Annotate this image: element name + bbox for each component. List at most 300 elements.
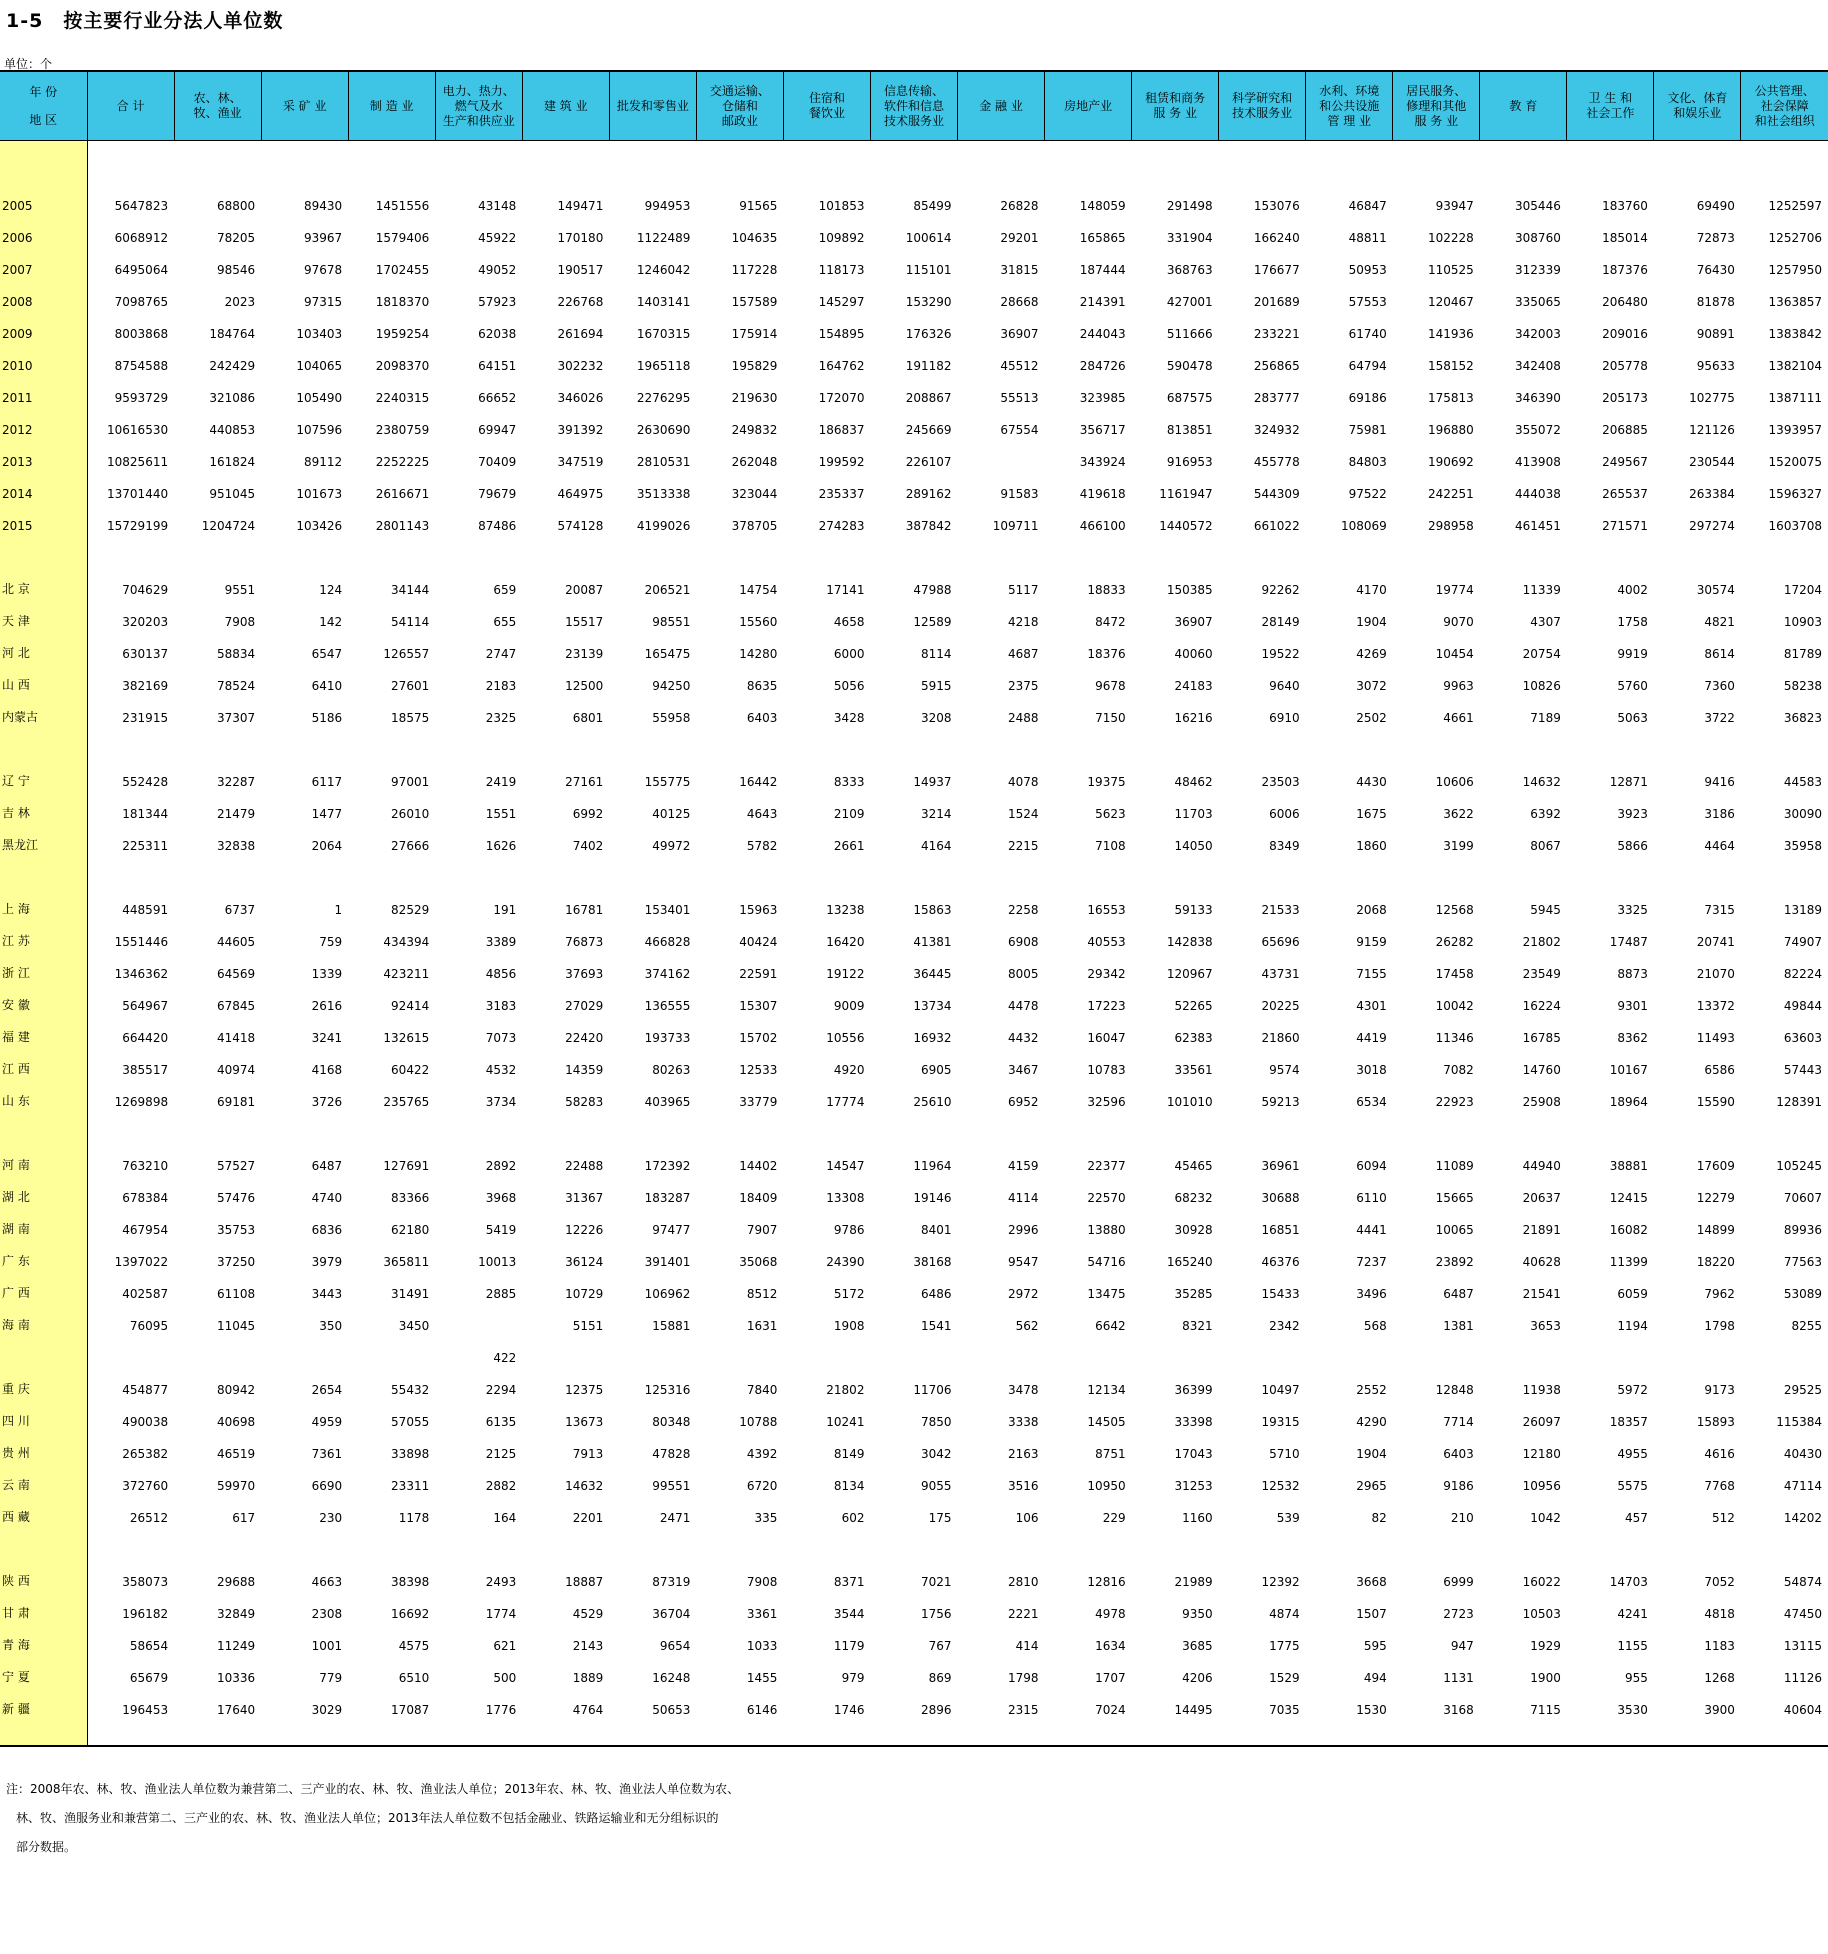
table-cell: 2654	[311, 1383, 343, 1397]
table-cell: 97477	[652, 1223, 691, 1237]
spacer-cell	[958, 1717, 1045, 1746]
table-cell: 195829	[731, 359, 778, 373]
table-cell: 4114	[1008, 1191, 1039, 1205]
table-row	[0, 949, 1828, 981]
table-cell: 1776	[485, 1703, 517, 1717]
table-cell: 4206	[1182, 1671, 1213, 1685]
table-cell: 15433	[1261, 1287, 1300, 1301]
table-cell: 574128	[557, 519, 604, 533]
spacer-cell	[1654, 1717, 1741, 1746]
table-cell: 170180	[557, 231, 604, 245]
column-header: 制 造 业	[348, 71, 435, 141]
table-cell: 18376	[1087, 647, 1126, 661]
table-cell: 61740	[1348, 327, 1387, 341]
table-cell: 1520075	[1768, 455, 1822, 469]
table-cell: 97001	[391, 775, 430, 789]
table-cell: 91583	[1000, 487, 1039, 501]
table-cell: 7840	[746, 1383, 778, 1397]
table-cell: 320203	[122, 615, 169, 629]
spacer-cell	[1045, 141, 1132, 182]
table-row	[0, 469, 1828, 501]
table-cell: 206885	[1602, 423, 1648, 437]
table-cell: 103426	[296, 519, 343, 533]
table-cell: 23549	[1522, 967, 1561, 981]
column-header: 批发和零售业	[609, 71, 696, 141]
table-cell: 13308	[826, 1191, 865, 1205]
spacer-cell	[696, 853, 783, 885]
table-row	[0, 1621, 1828, 1653]
table-cell: 78205	[216, 231, 256, 245]
table-cell: 342003	[1515, 327, 1561, 341]
table-cell: 26010	[391, 807, 430, 821]
table-cell: 231915	[122, 711, 169, 725]
row-label: 2007	[0, 245, 87, 277]
table-cell: 331904	[1166, 231, 1213, 245]
corner-header	[0, 71, 87, 141]
table-cell: 49052	[478, 263, 517, 277]
spacer-cell	[1741, 1525, 1828, 1557]
table-cell: 153290	[905, 295, 952, 309]
spacer-cell	[87, 853, 174, 885]
table-cell: 3338	[1008, 1415, 1039, 1429]
table-cell: 1451556	[375, 199, 430, 213]
table-cell: 4392	[746, 1447, 778, 1461]
table-cell: 4430	[1356, 775, 1387, 789]
table-cell: 6908	[1008, 935, 1039, 949]
table-cell: 1631	[746, 1319, 778, 1333]
table-cell: 181344	[122, 807, 169, 821]
spacer-cell	[870, 1525, 957, 1557]
table-cell: 72873	[1696, 231, 1735, 245]
table-cell: 1929	[1530, 1639, 1561, 1653]
table-cell: 6487	[311, 1159, 343, 1173]
table-cell: 11346	[1435, 1031, 1474, 1045]
spacer-cell	[1045, 1717, 1132, 1746]
table-cell: 24183	[1174, 679, 1213, 693]
table-cell: 38398	[391, 1575, 430, 1589]
table-cell: 45512	[1000, 359, 1039, 373]
table-cell: 117228	[731, 263, 778, 277]
spacer-cell	[609, 1717, 696, 1746]
row-label: 湖 北	[0, 1173, 87, 1205]
spacer-cell	[87, 1109, 174, 1141]
table-cell: 3443	[311, 1287, 343, 1301]
table-cell: 19146	[913, 1191, 952, 1205]
table-cell: 3668	[1356, 1575, 1387, 1589]
table-cell: 2616671	[375, 487, 430, 501]
table-cell: 16216	[1174, 711, 1213, 725]
table-cell: 49844	[1783, 999, 1822, 1013]
table-cell: 22923	[1435, 1095, 1474, 1109]
table-cell: 1634	[1095, 1639, 1126, 1653]
table-cell: 118173	[818, 263, 865, 277]
table-cell: 20637	[1522, 1191, 1561, 1205]
spacer-cell	[261, 725, 348, 757]
spacer-cell	[0, 853, 87, 885]
table-cell: 391392	[557, 423, 604, 437]
table-cell: 55432	[391, 1383, 430, 1397]
table-cell: 125316	[644, 1383, 691, 1397]
spacer-cell	[87, 1717, 174, 1746]
table-cell: 6952	[1008, 1095, 1039, 1109]
table-cell	[870, 1333, 957, 1365]
table-row	[0, 1269, 1828, 1301]
table-cell: 3467	[1008, 1063, 1039, 1077]
table-cell: 9551	[224, 583, 256, 597]
table-cell: 10729	[565, 1287, 604, 1301]
table-cell: 8751	[1095, 1447, 1126, 1461]
row-label: 2005	[0, 181, 87, 213]
table-cell: 4874	[1269, 1607, 1300, 1621]
table-cell: 3685	[1182, 1639, 1213, 1653]
table-cell: 1194	[1617, 1319, 1648, 1333]
table-cell: 13701440	[107, 487, 169, 501]
table-cell: 93947	[1435, 199, 1474, 213]
table-cell: 7073	[485, 1031, 517, 1045]
spacer-row	[0, 1109, 1828, 1141]
table-cell: 4478	[1008, 999, 1039, 1013]
table-cell	[696, 1333, 783, 1365]
table-cell: 54114	[391, 615, 430, 629]
table-cell: 5186	[311, 711, 343, 725]
table-cell: 21802	[826, 1383, 865, 1397]
table-cell: 10454	[1435, 647, 1474, 661]
table-cell: 149471	[557, 199, 604, 213]
table-cell: 67845	[216, 999, 256, 1013]
table-cell: 1	[334, 903, 343, 917]
table-cell: 1529	[1269, 1671, 1300, 1685]
spacer-cell	[1567, 141, 1654, 182]
spacer-cell	[1219, 725, 1306, 757]
table-cell: 14632	[1522, 775, 1561, 789]
table-cell: 242429	[209, 359, 256, 373]
header-row	[0, 71, 1828, 141]
row-label: 2006	[0, 213, 87, 245]
table-cell: 32596	[1087, 1095, 1126, 1109]
table-cell: 161824	[209, 455, 256, 469]
table-cell: 4740	[311, 1191, 343, 1205]
table-cell: 16224	[1522, 999, 1561, 1013]
table-cell: 214391	[1079, 295, 1126, 309]
spacer-cell	[1393, 1525, 1480, 1557]
table-cell: 1252597	[1768, 199, 1822, 213]
table-cell: 176326	[905, 327, 952, 341]
spacer-cell	[1045, 533, 1132, 565]
table-cell: 568	[1363, 1319, 1387, 1333]
table-cell: 12532	[1261, 1479, 1300, 1493]
spacer-cell	[522, 1109, 609, 1141]
table-cell: 11964	[913, 1159, 952, 1173]
table-cell: 7361	[311, 1447, 343, 1461]
table-cell: 6737	[224, 903, 256, 917]
table-cell: 1160	[1182, 1511, 1213, 1525]
table-cell: 41418	[216, 1031, 256, 1045]
table-cell: 2972	[1008, 1287, 1039, 1301]
table-cell: 6642	[1095, 1319, 1126, 1333]
table-cell: 31491	[391, 1287, 430, 1301]
spacer-cell	[1132, 533, 1219, 565]
table-cell: 70607	[1783, 1191, 1822, 1205]
table-cell	[958, 1333, 1045, 1365]
table-cell: 1122489	[636, 231, 691, 245]
table-row	[0, 1365, 1828, 1397]
table-cell: 81789	[1783, 647, 1822, 661]
spacer-cell	[783, 533, 870, 565]
spacer-row	[0, 1717, 1828, 1746]
table-cell: 16420	[826, 935, 865, 949]
table-cell: 466828	[644, 935, 691, 949]
table-row	[0, 1461, 1828, 1493]
table-cell: 27601	[391, 679, 430, 693]
table-cell: 5866	[1617, 839, 1648, 853]
table-cell: 21989	[1174, 1575, 1213, 1589]
spacer-cell	[174, 853, 261, 885]
table-cell: 21541	[1522, 1287, 1561, 1301]
table-cell: 2616	[311, 999, 343, 1013]
table-cell: 18409	[739, 1191, 778, 1205]
spacer-cell	[696, 533, 783, 565]
table-cell: 14280	[739, 647, 778, 661]
spacer-cell	[1306, 1717, 1393, 1746]
table-cell: 3241	[311, 1031, 343, 1045]
table-cell: 262048	[731, 455, 778, 469]
table-cell	[783, 1333, 870, 1365]
table-cell: 205778	[1602, 359, 1648, 373]
table-cell: 44940	[1522, 1159, 1561, 1173]
table-cell: 8362	[1617, 1031, 1648, 1045]
table-cell: 419618	[1079, 487, 1126, 501]
spacer-cell	[1393, 533, 1480, 565]
table-cell: 387842	[905, 519, 952, 533]
table-cell: 84803	[1348, 455, 1387, 469]
table-cell: 136555	[644, 999, 691, 1013]
table-cell: 70409	[478, 455, 517, 469]
table-cell: 3622	[1443, 807, 1474, 821]
spacer-cell	[1132, 725, 1219, 757]
table-cell: 4529	[572, 1607, 604, 1621]
table-cell: 7850	[920, 1415, 952, 1429]
table-cell: 9919	[1617, 647, 1648, 661]
table-cell: 297274	[1689, 519, 1735, 533]
table-cell: 45465	[1174, 1159, 1213, 1173]
table-cell: 14632	[565, 1479, 604, 1493]
table-cell: 6146	[746, 1703, 778, 1717]
table-cell: 3199	[1443, 839, 1474, 853]
table-cell: 704629	[122, 583, 169, 597]
table-cell: 26828	[1000, 199, 1039, 213]
table-cell: 21070	[1696, 967, 1735, 981]
table-cell: 347519	[557, 455, 604, 469]
spacer-cell	[1741, 533, 1828, 565]
table-cell: 1579406	[375, 231, 430, 245]
table-cell: 20225	[1261, 999, 1300, 1013]
table-cell: 350	[319, 1319, 343, 1333]
table-row	[0, 1141, 1828, 1173]
table-cell: 17141	[826, 583, 865, 597]
spacer-cell	[1306, 533, 1393, 565]
table-cell: 48462	[1174, 775, 1213, 789]
year-header: 年 份	[29, 85, 58, 99]
table-cell: 165475	[644, 647, 691, 661]
table-cell: 208867	[905, 391, 952, 405]
table-cell: 12533	[739, 1063, 778, 1077]
table-cell: 7021	[920, 1575, 952, 1589]
table-cell: 494	[1363, 1671, 1387, 1685]
table-cell: 323985	[1079, 391, 1126, 405]
table-cell: 69490	[1696, 199, 1735, 213]
row-label: 广 西	[0, 1269, 87, 1301]
table-cell: 6547	[311, 647, 343, 661]
table-cell: 7714	[1443, 1415, 1474, 1429]
table-cell: 2419	[485, 775, 517, 789]
table-cell: 141936	[1427, 327, 1474, 341]
spacer-cell	[435, 1525, 522, 1557]
table-cell: 97522	[1348, 487, 1387, 501]
column-header: 公共管理、 社会保障 和社会组织	[1741, 71, 1828, 141]
table-cell: 36124	[565, 1255, 604, 1269]
table-cell: 104635	[731, 231, 778, 245]
table-row	[0, 1013, 1828, 1045]
table-cell: 8873	[1617, 967, 1648, 981]
spacer-cell	[1132, 1525, 1219, 1557]
table-cell: 1670315	[636, 327, 691, 341]
spacer-cell	[348, 853, 435, 885]
spacer-cell	[1393, 141, 1480, 182]
table-cell: 21533	[1261, 903, 1300, 917]
table-cell: 6000	[833, 647, 865, 661]
table-cell: 1001	[311, 1639, 343, 1653]
table-cell: 6487	[1443, 1287, 1474, 1301]
table-cell: 1383842	[1768, 327, 1822, 341]
table-cell: 979	[841, 1671, 865, 1685]
table-cell: 5172	[833, 1287, 865, 1301]
table-cell: 101010	[1166, 1095, 1213, 1109]
table-cell: 16022	[1522, 1575, 1561, 1589]
table-cell: 142838	[1166, 935, 1213, 949]
table-cell: 621	[493, 1639, 517, 1653]
table-cell: 22591	[739, 967, 778, 981]
table-cell: 60422	[391, 1063, 430, 1077]
table-cell: 1033	[746, 1639, 778, 1653]
table-cell	[958, 437, 1045, 469]
table-cell: 1756	[920, 1607, 952, 1621]
column-header: 文化、体育 和娱乐业	[1654, 71, 1741, 141]
spacer-cell	[1219, 1717, 1306, 1746]
table-cell: 97315	[304, 295, 343, 309]
table-cell: 10788	[739, 1415, 778, 1429]
table-row	[0, 1589, 1828, 1621]
table-cell: 172070	[818, 391, 865, 405]
table-cell: 590478	[1166, 359, 1213, 373]
table-cell: 664420	[122, 1031, 169, 1045]
table-cell: 64151	[478, 359, 517, 373]
table-cell: 7108	[1095, 839, 1126, 853]
table-cell: 1530	[1356, 1703, 1387, 1717]
table-cell: 23892	[1435, 1255, 1474, 1269]
table-cell: 8401	[920, 1223, 952, 1237]
table-cell: 87486	[478, 519, 517, 533]
table-cell: 2471	[659, 1511, 691, 1525]
spacer-cell	[1480, 725, 1567, 757]
table-cell: 564967	[122, 999, 169, 1013]
row-label: 山 东	[0, 1077, 87, 1109]
table-cell: 11703	[1174, 807, 1213, 821]
table-cell: 4821	[1704, 615, 1735, 629]
spacer-cell	[1306, 725, 1393, 757]
row-label: 陕 西	[0, 1557, 87, 1589]
table-cell: 6068912	[114, 231, 169, 245]
table-cell: 1798	[1704, 1319, 1735, 1333]
spacer-cell	[958, 1525, 1045, 1557]
spacer-cell	[1132, 1717, 1219, 1746]
table-cell: 12375	[565, 1383, 604, 1397]
row-label: 广 东	[0, 1237, 87, 1269]
spacer-cell	[870, 1717, 957, 1746]
table-cell: 8067	[1530, 839, 1561, 853]
table-row	[0, 213, 1828, 245]
table-cell: 22488	[565, 1159, 604, 1173]
table-cell: 4269	[1356, 647, 1387, 661]
table-cell: 22420	[565, 1031, 604, 1045]
table-cell: 85499	[913, 199, 952, 213]
table-cell: 4643	[746, 807, 778, 821]
table-cell: 43148	[478, 199, 517, 213]
table-cell: 17609	[1696, 1159, 1735, 1173]
table-cell: 2023	[224, 295, 256, 309]
table-cell: 40628	[1522, 1255, 1561, 1269]
spacer-row	[0, 1525, 1828, 1557]
table-cell: 2294	[485, 1383, 517, 1397]
table-cell: 14202	[1783, 1511, 1822, 1525]
table-cell: 951045	[209, 487, 256, 501]
table-cell: 763210	[122, 1159, 169, 1173]
table-cell: 18220	[1696, 1255, 1735, 1269]
table-cell: 58834	[216, 647, 256, 661]
table-cell: 196453	[122, 1703, 169, 1717]
table-cell: 5419	[485, 1223, 517, 1237]
table-cell: 6403	[746, 711, 778, 725]
spacer-cell	[696, 141, 783, 182]
spacer-cell	[261, 1717, 348, 1746]
table-cell: 1363857	[1768, 295, 1822, 309]
table-cell: 115101	[905, 263, 952, 277]
table-cell: 219630	[731, 391, 778, 405]
table-cell: 40698	[216, 1415, 256, 1429]
table-cell: 185014	[1602, 231, 1648, 245]
table-cell: 150385	[1166, 583, 1213, 597]
spacer-cell	[870, 141, 957, 182]
table-cell: 1339	[311, 967, 343, 981]
table-cell: 24390	[826, 1255, 865, 1269]
table-cell: 50653	[652, 1703, 691, 1717]
spacer-cell	[348, 1525, 435, 1557]
table-cell: 2965	[1356, 1479, 1387, 1493]
spacer-cell	[1306, 1525, 1393, 1557]
table-cell: 76430	[1696, 263, 1735, 277]
table-cell: 14754	[739, 583, 778, 597]
table-cell: 9350	[1182, 1607, 1213, 1621]
table-cell: 77563	[1783, 1255, 1822, 1269]
table-cell: 16781	[565, 903, 604, 917]
table-cell: 92262	[1261, 583, 1300, 597]
table-cell: 434394	[383, 935, 430, 949]
row-label: 福 建	[0, 1013, 87, 1045]
table-cell: 205173	[1602, 391, 1648, 405]
table-cell: 148059	[1079, 199, 1126, 213]
table-cell: 1596327	[1768, 487, 1822, 501]
table-cell: 2201	[572, 1511, 604, 1525]
table-cell: 4464	[1704, 839, 1735, 853]
